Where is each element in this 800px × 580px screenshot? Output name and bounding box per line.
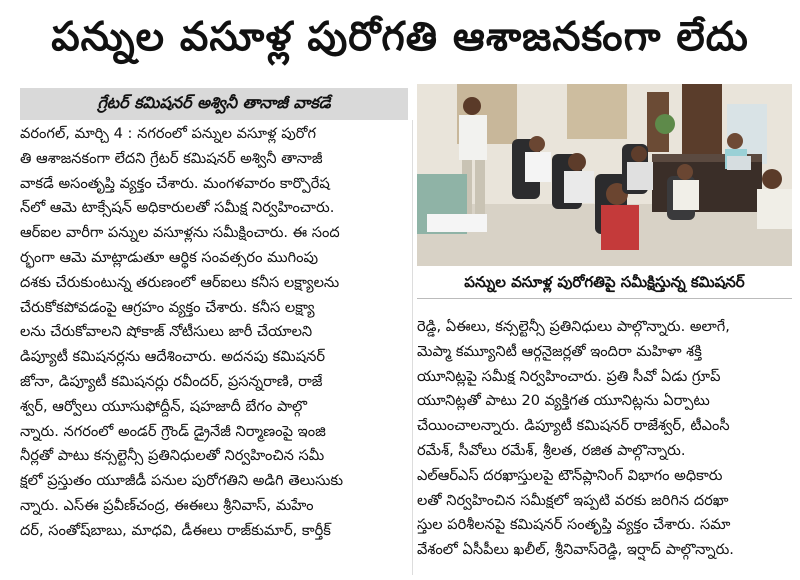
body-line: యూనిట్లతో పాటు 20 వ్యక్తిగత యూనిట్లను ఏర్పాటు	[417, 392, 710, 410]
caption-rule	[417, 298, 792, 299]
subheadline-box	[20, 88, 408, 120]
body-line: దర్, సంతోష్‌బాబు, మాధవి, డీఈలు రాజ్‌కుమార్, కార్తీక్	[20, 521, 331, 539]
body-line: ఎల్ఆర్ఎస్ దరఖాస్తులపై టౌన్‌ప్లానింగ్ విభాగం అధికారు	[417, 466, 723, 484]
body-line: డిప్యూటీ కమిషనర్లను ఆదేశించారు. అదనపు కమిషనర్	[20, 348, 326, 366]
body-line: వాకడే అసంతృప్తి వ్యక్తం చేశారు. మంగళవారం కార్పొరేష	[20, 174, 330, 192]
body-line: వేశంలో ఏసీపీలు ఖలీల్, శ్రీనివాస్‌రెడ్డి, ఇర్షాద్ పాల్గొన్నారు.	[417, 541, 734, 559]
body-line: క్షలో ప్రస్తుతం యూజీడీ పనుల పురోగతిని అడిగి తెలుసుకు	[20, 472, 344, 490]
body-line: న్‌లో ఆమె టాక్సేషన్ అధికారులతో సమీక్ష నిర్వహించారు.	[20, 199, 335, 217]
body-line: రమేశ్, సీవోలు రమేశ్, శ్రీలత, రజిత పాల్గొన్నారు.	[417, 441, 686, 459]
body-line: జోనా, డిప్యూటీ కమిషనర్లు రవీందర్, ప్రసన్నరాణి, రాజే	[20, 372, 323, 390]
body-line: వరంగల్, మార్చి 4 : నగరంలో పన్నుల వసూళ్ల పురోగ	[20, 125, 316, 142]
body-column-right	[417, 315, 792, 563]
photo-caption: పన్నుల వసూళ్ల పురోగతిపై సమీక్షిస్తున్న కమిషనర్	[464, 273, 745, 291]
body-line: లతో నిర్వహించిన సమీక్షలో ఇప్పటి వరకు జరిగిన దరఖా	[417, 491, 729, 509]
body-line: శ్వర్, ఆర్వోలు యూసుఫోద్దీన్, షహజాదీ బేగం పాల్గొ	[20, 397, 308, 415]
body-line: మెప్మా కమ్యూనిటీ ఆర్గనైజర్లతో ఇందిరా మహిళా శక్తి	[417, 342, 702, 360]
body-line: ఆర్ఐల వారీగా పన్నుల వసూళ్లను సమీక్షించారు. ఈ సంద	[20, 224, 340, 242]
body-column-left	[20, 122, 408, 544]
body-line: న్నారు. ఎస్ఈ ప్రవీణ్‌చంద్ర, ఈఈలు శ్రీనివాస్, మహేం	[20, 496, 314, 514]
subheadline: గ్రేటర్ కమిషనర్ అశ్వినీ తానాజీ వాకడే	[97, 92, 331, 112]
body-line: లను చేరుకోవాలని షోకాజ్ నోటీసులు జారీ చేయాలని	[20, 323, 313, 341]
body-line: తి ఆశాజనకంగా లేదని గ్రేటర్ కమిషనర్ అశ్వినీ తానాజీ	[20, 149, 323, 167]
body-line: యూనిట్లపై సమీక్ష నిర్వహించారు. ప్రతి సీవో ఏడు గ్రూప్	[417, 367, 721, 385]
body-line: న్నారు. నగరంలో అండర్ గ్రౌండ్ డ్రైనేజీ నిర్మాణంపై ఇంజి	[20, 422, 326, 440]
body-line: స్తుల పరిశీలనపై కమిషనర్ సంతృప్తి వ్యక్తం చేశారు. సమా	[417, 516, 731, 534]
body-line: చేరుకోకపోవడంపై ఆగ్రహం వ్యక్తం చేశారు. కనీస లక్ష్యా	[20, 298, 315, 316]
meeting-photo-illustration	[417, 84, 792, 266]
column-divider	[412, 120, 413, 575]
body-line: నీర్లతో పాటు కన్సల్టెన్సీ ప్రతినిధులతో నిర్వహించిన సమీ	[20, 447, 325, 465]
meeting-photo	[417, 84, 792, 266]
headline: పన్నుల వసూళ్ల పురోగతి ఆశాజనకంగా లేదు	[51, 14, 749, 60]
body-line: దశకు చేరుకుంటున్న తరుణంలో ఆర్ఐలు కనీస లక్ష్యాలను	[20, 273, 340, 291]
body-line: చేయించాలన్నారు. డిప్యూటీ కమిషనర్ రాజేశ్వర్, టీఎంసీ	[417, 417, 730, 435]
body-line: ర్భంగా ఆమె మాట్లాడుతూ ఆర్థిక సంవత్సరం ముగింపు	[20, 248, 319, 266]
body-line: రెడ్డి, ఏఈలు, కన్సల్టెన్సీ ప్రతినిధులు పాల్గొన్నారు. అలాగే,	[417, 318, 730, 335]
